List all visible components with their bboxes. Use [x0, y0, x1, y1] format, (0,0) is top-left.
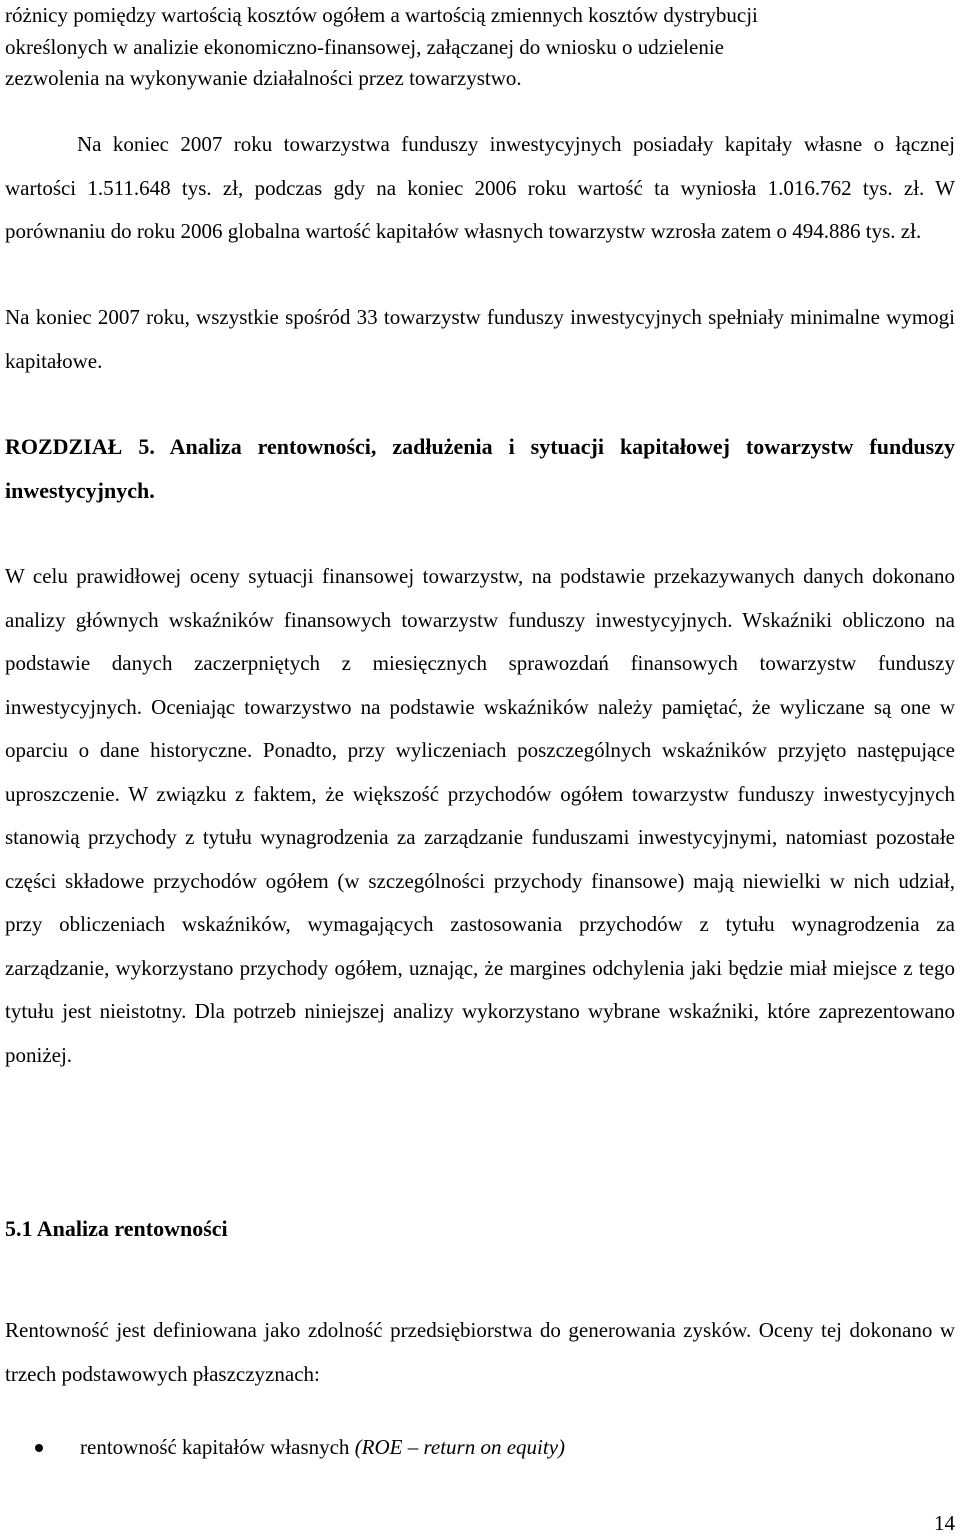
intro-line-1: różnicy pomiędzy wartością kosztów ogółem a wartością zmiennych kosztów dystrybucji [5, 3, 758, 27]
section-heading: 5.1 Analiza rentowności [5, 1216, 228, 1241]
profitability-paragraph: Rentowność jest definiowana jako zdolność przedsiębiorstwa do generowania zysków. Oceny tej dokonano w trzech podstawowych płaszczyznach: [5, 1318, 955, 1386]
requirements-paragraph: Na koniec 2007 roku, wszystkie spośród 33 towarzystw funduszy inwestycyjnych spełniały minimalne wymogi kapitałowe. [5, 305, 955, 373]
list-item-plain: rentowność kapitałów własnych [80, 1435, 355, 1459]
intro-line-3: zezwolenia na wykonywanie działalności przez towarzystwo. [5, 66, 522, 90]
chapter-heading: ROZDZIAŁ 5. Analiza rentowności, zadłużenia i sytuacji kapitałowej towarzystw funduszy inwestycyjnych. [5, 434, 955, 503]
intro-paragraph [5, 0, 955, 95]
main-paragraph: W celu prawidłowej oceny sytuacji finansowej towarzystw, na podstawie przekazywanych danych dokonano analizy głównych wskaźników finansowych towarzystw funduszy inwestycyjnych. Wskaźniki obliczono na podstawie danych zaczerpniętych z miesięcznych sprawozdań finansowych towarzystw funduszy inwestycyjnych. Oceniając towarzystwo na podstawie wskaźników należy pamiętać, że wyliczane są one w oparciu o dane historyczne. Ponadto, przy wyliczeniach poszczególnych wskaźników przyjęto następujące uproszczenie. W związku z faktem, że większość przychodów ogółem towarzystw funduszy inwestycyjnych stanowią przychody z tytułu wynagrodzenia za zarządzanie funduszami inwestycyjnymi, natomiast pozostałe części składowe przychodów ogółem (w szczególności przychody finansowe) mają niewielki w nich udział, przy obliczeniach wskaźników, wymagających zastosowania przychodów z tytułu wynagrodzenia za zarządzanie, wykorzystano przychody ogółem, uznając, że margines odchylenia jaki będzie miał miejsce z tego tytułu jest nieistotny. Dla potrzeb niniejszej analizy wykorzystano wybrane wskaźniki, które zaprezentowano poniżej. [5, 564, 955, 1067]
intro-line-2: określonych w analizie ekonomiczno-finansowej, załączanej do wniosku o udzielenie [5, 34, 724, 59]
bullet-dot-icon [35, 1444, 43, 1452]
page-number: 14 [934, 1511, 955, 1535]
list-item-italic: (ROE – return on equity) [354, 1435, 566, 1459]
list-item-text [80, 1426, 565, 1470]
capital-paragraph: Na koniec 2007 roku towarzystwa funduszy inwestycyjnych posiadały kapitały własne o łącznej wartości 1.511.648 tys. zł, podczas gdy na koniec 2006 roku wartość ta wyniosła 1.016.762 tys. zł. W porównaniu do roku 2006 globalna wartość kapitałów własnych towarzystw wzrosła zatem o 494.886 tys. zł. [5, 132, 955, 243]
